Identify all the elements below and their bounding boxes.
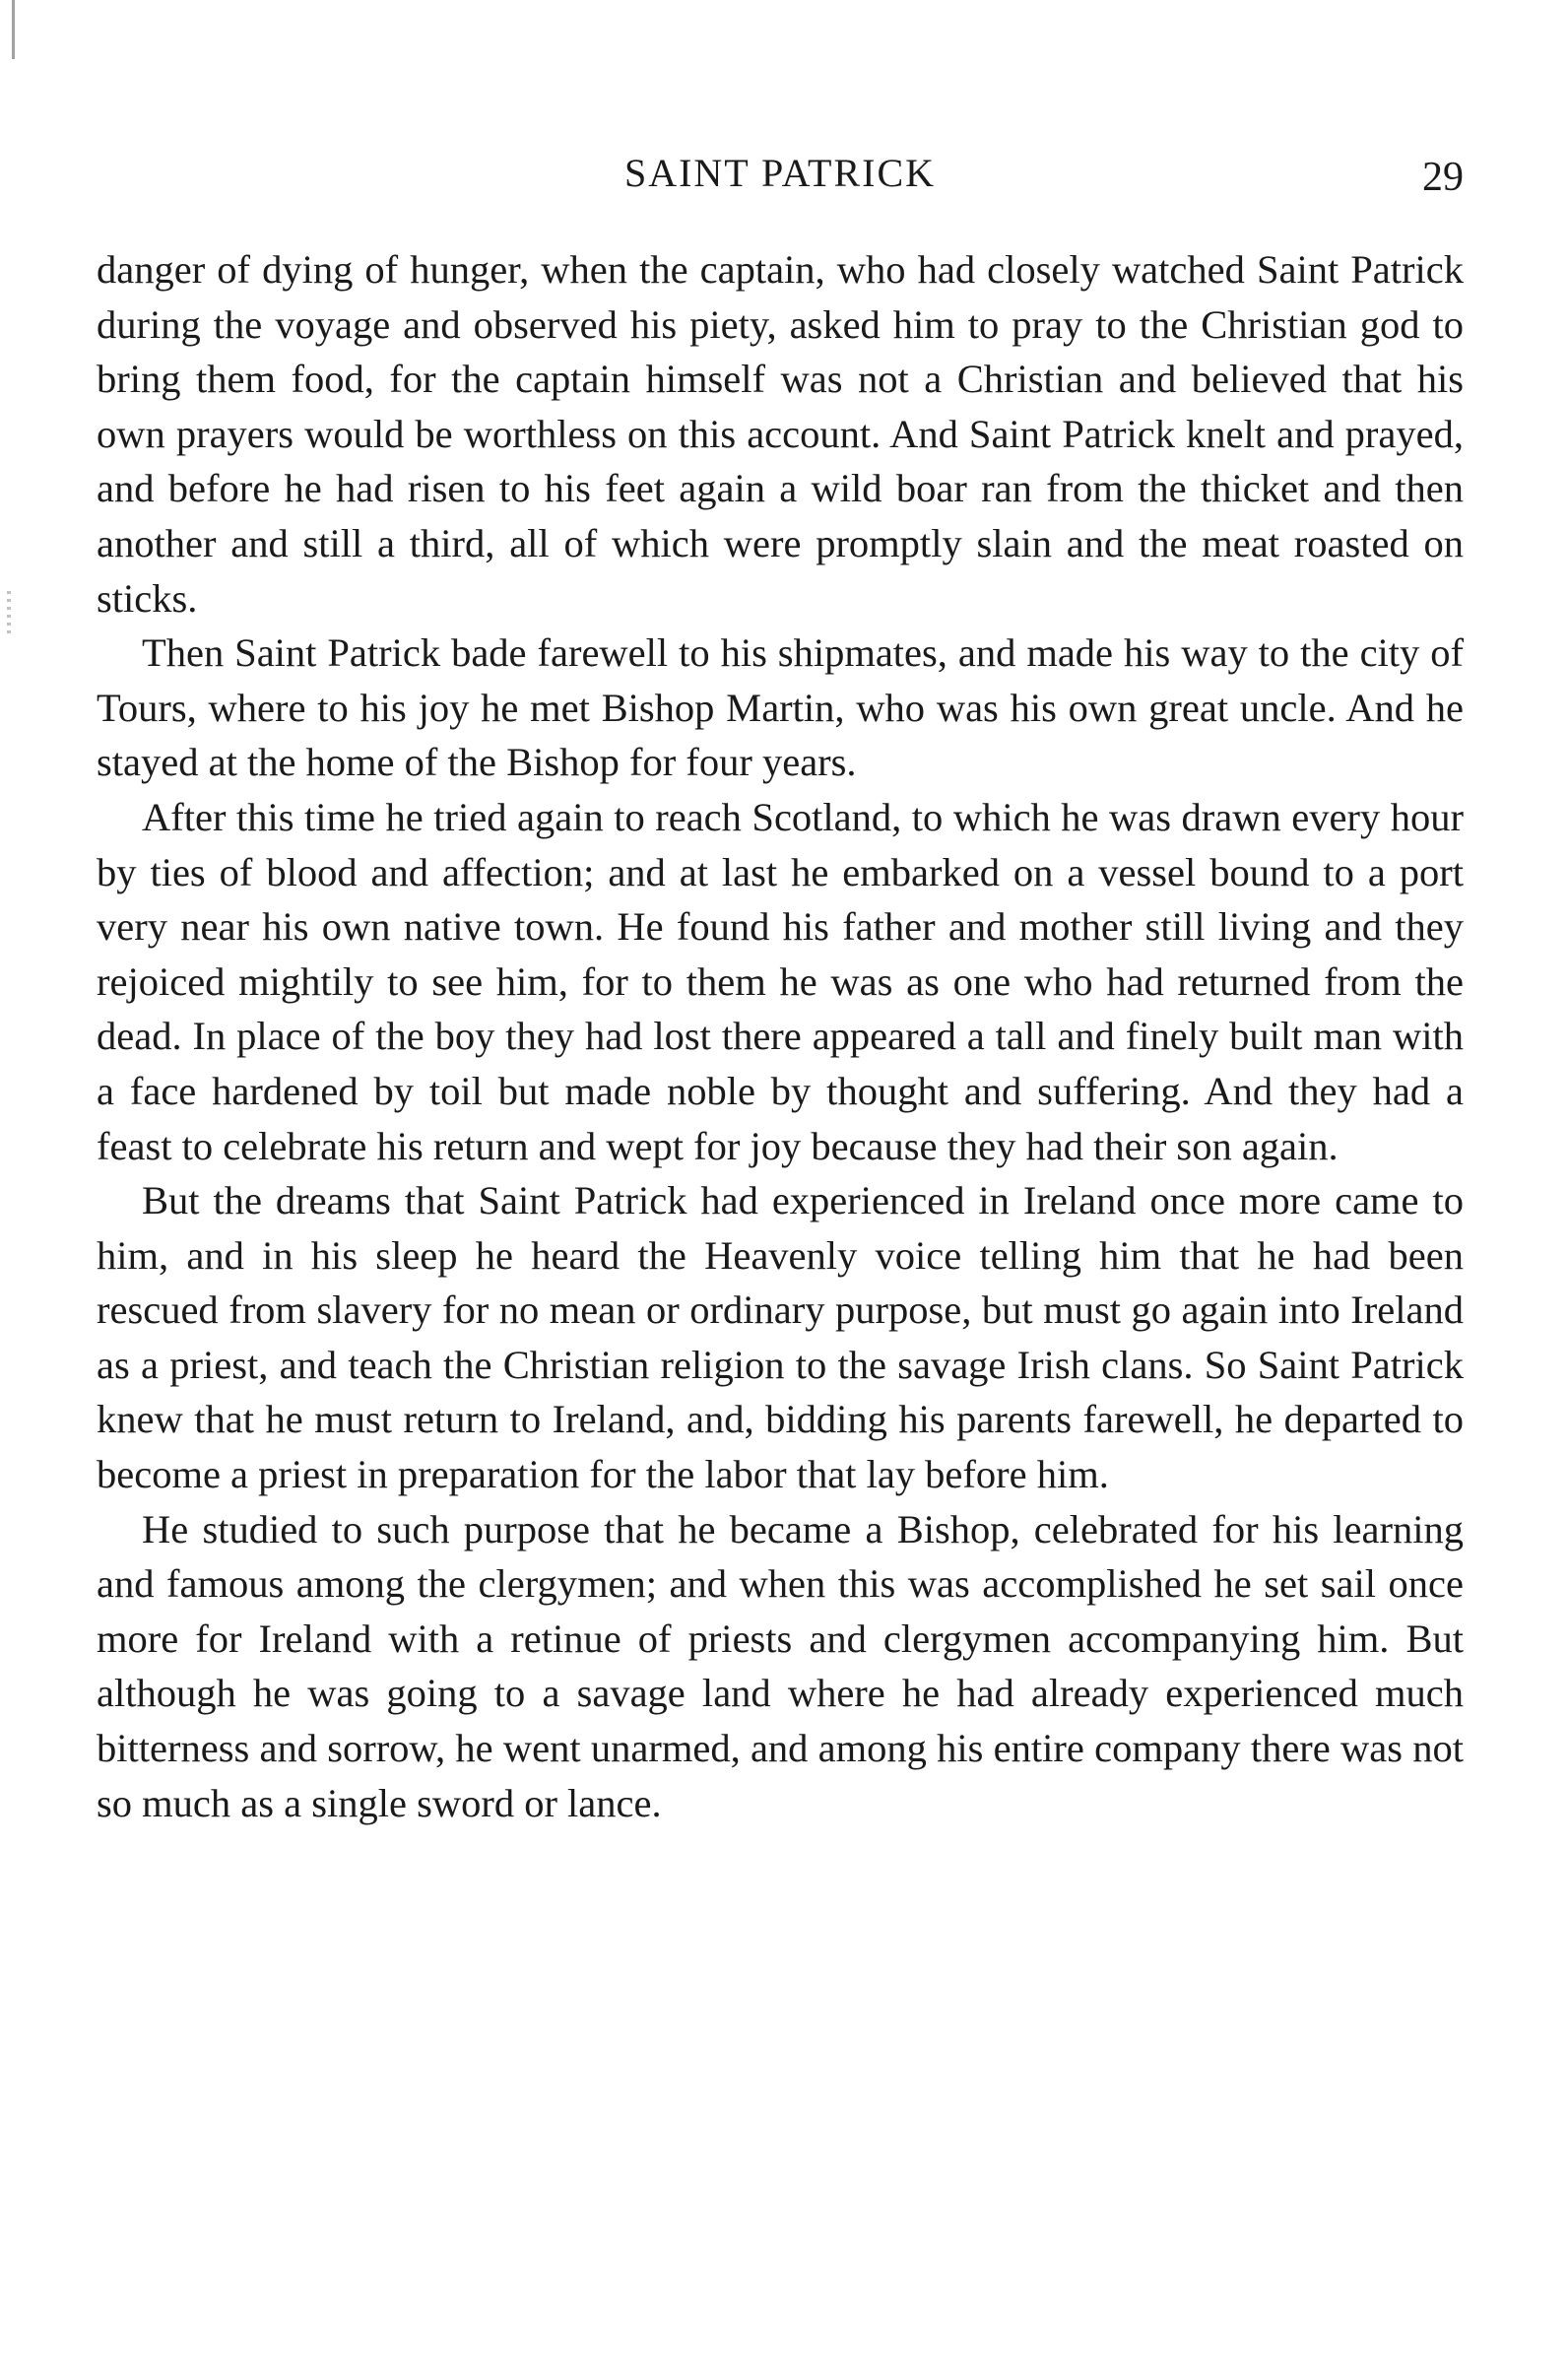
paragraph-3: After this time he tried again to reach Scotland, to which he was drawn every hour by ties of blood and affection; and at last he embarked on a vessel bound to a port very near his own native town. He found his father and mother still living and they rejoiced mightily to see him, for to them he was as one who had returned from the dead. In place of the boy they had lost there appeared a tall and finely built man with a face hardened by toil but made noble by thought and suffering. And they had a feast to celebrate his return and wept for joy because they had their son again. (97, 794, 1464, 1168)
scan-edge-speck (7, 591, 11, 636)
paragraph-1: danger of dying of hunger, when the captain, who had closely watched Saint Patrick during the voyage and observed his piety, asked him to pray to the Christian god to bring them food, for the captain himself was not a Christian and believed that his own prayers would be worthless on this account. And Saint Patrick knelt and prayed, and before he had risen to his feet again a wild boar ran from the thicket and then another and still a third, all of which were promptly slain and the meat roasted on sticks. (97, 247, 1464, 621)
paragraph-4: But the dreams that Saint Patrick had experienced in Ireland once more came to him, and in his sleep he heard the Heavenly voice telling him that he had been rescued from slavery for no mean or ordinary purpose, but must go again into Ireland as a priest, and teach the Christian religion to the savage Irish clans. So Saint Patrick knew that he must return to Ireland, and, bidding his parents farewell, he departed to become a priest in preparation for the labor that lay before him. (97, 1178, 1464, 1497)
page-number: 29 (1422, 155, 1464, 200)
paragraph-5: He studied to such purpose that he became a Bishop, celebrated for his learning and famous among the clergymen; and when this was accomplished he set sail once more for Ireland with a retinue of priests and clergymen accompanying him. But although he was going to a savage land where he had already experienced much bitterness and sorrow, he went unarmed, and among his entire company there was not so much as a single sword or lance. (97, 1506, 1464, 1825)
scan-edge-mark (12, 0, 15, 59)
running-title: SAINT PATRICK (623, 151, 937, 195)
body-text (97, 242, 1464, 1830)
paragraph-2: Then Saint Patrick bade farewell to his shipmates, and made his way to the city of Tours, where to his joy he met Bishop Martin, who was his own great uncle. And he stayed at the home of the Bishop for four years. (97, 630, 1464, 785)
running-head (97, 150, 1464, 209)
